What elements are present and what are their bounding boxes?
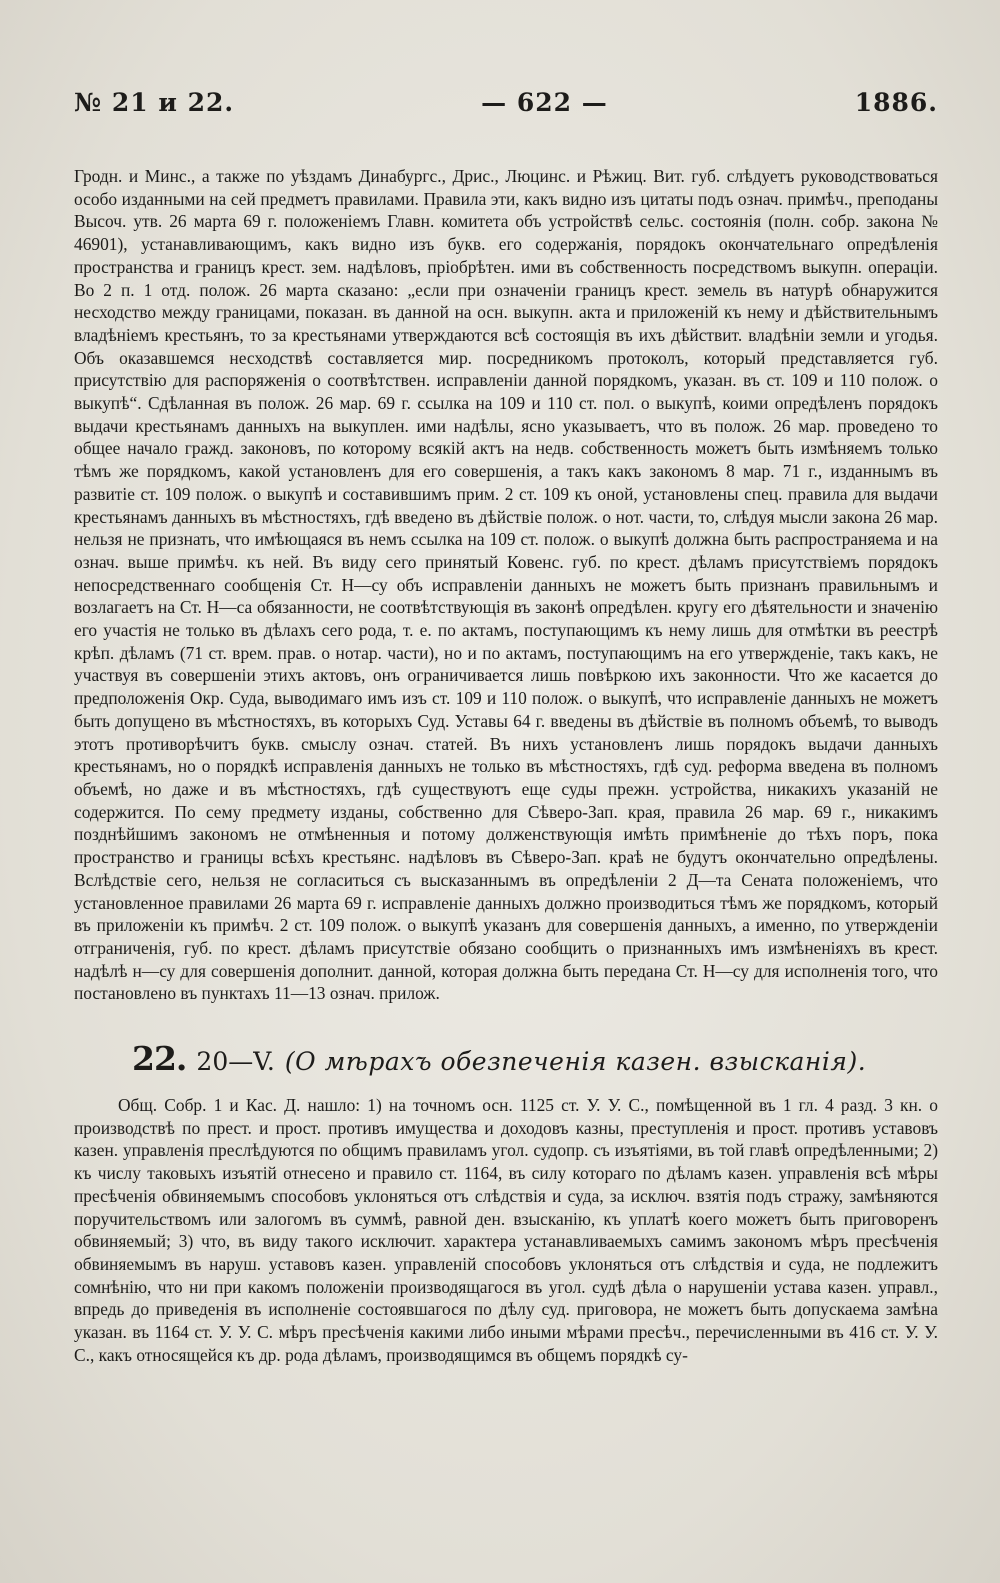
- year: 1886.: [854, 88, 938, 117]
- section-heading: [132, 1039, 938, 1078]
- section-title: (О мѣрахъ обезпеченія казен. взысканія).: [284, 1047, 867, 1077]
- page-number: — 622 —: [481, 88, 608, 117]
- body-paragraph: Гродн. и Минс., а также по уѣздамъ Динабургс., Дрис., Люцинс. и Рѣжиц. Вит. губ. слѣдуетъ руководствоваться особо изданными на сей предметъ правилами. Правила эти, какъ видно изъ цитаты подъ означ. примѣч., преподаны Высоч. утв. 26 марта 69 г. положеніемъ Главн. комитета объ устройствѣ сельс. состоянія (полн. собр. закона № 46901), устанавливающимъ, какъ видно изъ букв. его содержанія, порядокъ окончательнаго опредѣленія пространства и границъ крест. зем. надѣловъ, пріобрѣтен. ими въ собственность посредствомъ выкупн. операціи. Во 2 п. 1 отд. полож. 26 марта сказано: „если при означеніи границъ крест. земель въ натурѣ обнаружится несходство между границами, показан. въ данной на осн. выкупн. акта и приложеній къ нему и дѣйствительнымъ владѣніемъ крестьянъ, то за крестьянами утверждаются всѣ состоящія въ ихъ дѣйствит. владѣніи земли и угодья. Объ оказавшемся несходствѣ составляется мир. посредникомъ протоколъ, который представляется губ. присутствію для распоряженія о соотвѣтствен. исправленіи данной порядкомъ, указан. въ ст. 109 и 110 полож. о выкупѣ“. Сдѣланная въ полож. 26 мар. 69 г. ссылка на 109 и 110 ст. пол. о выкупѣ, коими опредѣленъ порядокъ выдачи крестьянамъ данныхъ на выкуплен. ими надѣлы, ясно указываетъ, что въ полож. 26 мар. проведено то общее начало гражд. законовъ, по которому всякій актъ на недв. собственность можетъ быть измѣняемъ только тѣмъ же порядкомъ, какой установленъ для его совершенія, а такъ какъ закономъ 8 мар. 71 г., изданнымъ въ развитіе ст. 109 полож. о выкупѣ и составившимъ прим. 2 ст. 109 къ оной, установлены спец. правила для выдачи крестьянамъ данныхъ въ мѣстностяхъ, гдѣ введено въ дѣйствіе полож. о нот. части, то, слѣдуя мысли закона 26 мар. нельзя не признать, что имѣющаяся въ немъ ссылка на 109 ст. полож. о выкупѣ должна быть распространяема и на означ. выше примѣч. къ ней. Въ виду сего принятый Ковенс. губ. по крест. дѣламъ присутствіемъ порядокъ непосредственнаго сообщенія Ст. Н—су объ исправленіи данныхъ не можетъ быть признанъ правильнымъ и возлагаетъ на Ст. Н—са обязанности, не соотвѣтствующія въ законѣ опредѣлен. кругу его дѣятельности и значенію его участія не только въ дѣлахъ сего рода, т. е. по актамъ, поступающимъ къ нему лишь для отмѣтки въ реестрѣ крѣп. дѣламъ (71 ст. врем. прав. о нотар. части), но и по актамъ, поступающимъ на его утвержденіе, такъ какъ, не участвуя въ совершеніи этихъ актовъ, онъ ограничивается лишь повѣркою ихъ законности. Что же касается до предположенія Окр. Суда, выводимаго имъ изъ ст. 109 и 110 полож. о выкупѣ, что исправленіе данныхъ не можетъ быть допущено въ мѣстностяхъ, въ которыхъ Суд. Уставы 64 г. введены въ дѣйствіе въ полномъ объемѣ, то выводъ этотъ противорѣчитъ букв. смыслу означ. статей. Въ нихъ установленъ лишь порядокъ выдачи данныхъ крестьянамъ, но о порядкѣ исправленія данныхъ не только въ мѣстностяхъ, гдѣ суд. реформа введена въ полномъ объемѣ, но даже и въ мѣстностяхъ, гдѣ существуютъ еще суды прежн. устройства, никакихъ указаній не содержится. По сему предмету изданы, собственно для Сѣверо-Зап. края, правила 26 мар. 69 г., никакимъ позднѣйшимъ закономъ не отмѣненныя и потому долженствующія имѣть примѣненіе до тѣхъ поръ, пока пространство и границы всѣхъ крестьянс. надѣловъ въ Сѣверо-Зап. краѣ не будутъ окончательно опредѣлены. Вслѣдствіе сего, нельзя не согласиться съ высказаннымъ въ опредѣленіи 2 Д—та Сената положеніемъ, что установленное правилами 26 марта 69 г. исправленіе данныхъ должно производиться тѣмъ же порядкомъ, который въ приложеніи къ примѣч. 2 ст. 109 полож. о выкупѣ указанъ для совершенія данныхъ, а именно, по утвержденіи отграниченія, губ. по крест. дѣламъ присутствіе обязано сообщить о признанныхъ имъ измѣненіяхъ въ крест. надѣлѣ н—су для совершенія дополнит. данной, которая должна быть передана Ст. Н—су для исполненія того, что постановлено въ пунктахъ 11—13 означ. прилож.: [74, 166, 938, 1004]
- section-date: 20—V.: [196, 1047, 275, 1077]
- running-header: [74, 88, 938, 117]
- section-number: 22.: [132, 1039, 187, 1079]
- issue-number: № 21 и 22.: [74, 88, 235, 117]
- section-paragraph: Общ. Собр. 1 и Кас. Д. нашло: 1) на точномъ осн. 1125 ст. У. У. С., помѣщенной въ 1 гл. 4 разд. 3 кн. о производствѣ по прест. и прост. противъ имущества и доходовъ казны, преступленія и прост. противъ уставовъ казен. управленія преслѣдуются по общимъ правиламъ угол. судопр. съ изъятіями, въ той главѣ опредѣленными; 2) къ числу таковыхъ изъятій отнесено и правило ст. 1164, въ силу котораго по дѣламъ казен. управленія всѣ мѣры пресѣченія обвиняемымъ способовъ уклоняться отъ слѣдствія и суда, за исключ. взятія подъ стражу, замѣняются поручительствомъ или залогомъ въ суммѣ, равной ден. взысканію, къ уплатѣ коего можетъ быть приговоренъ обвиняемый; 3) что, въ виду такого исключит. характера устанавливаемыхъ самимъ закономъ мѣръ пресѣченія обвиняемымъ въ наруш. уставовъ казен. управленій способовъ уклоняться отъ слѣдствія и суда, не подлежитъ сомнѣнію, что ни при какомъ положеніи производящагося въ угол. судѣ дѣла о нарушеніи устава казен. управл., впредь до приведенія въ исполненіе состоявшагося по дѣлу суд. приговора, не можетъ быть допускаема замѣна указан. въ 1164 ст. У. У. С. мѣръ пресѣченія какими либо иными мѣрами пресѣч., перечисленными въ 416 ст. У. У. С., какъ относящейся къ др. рода дѣламъ, производящимся въ общемъ порядкѣ су-: [74, 1095, 938, 1365]
